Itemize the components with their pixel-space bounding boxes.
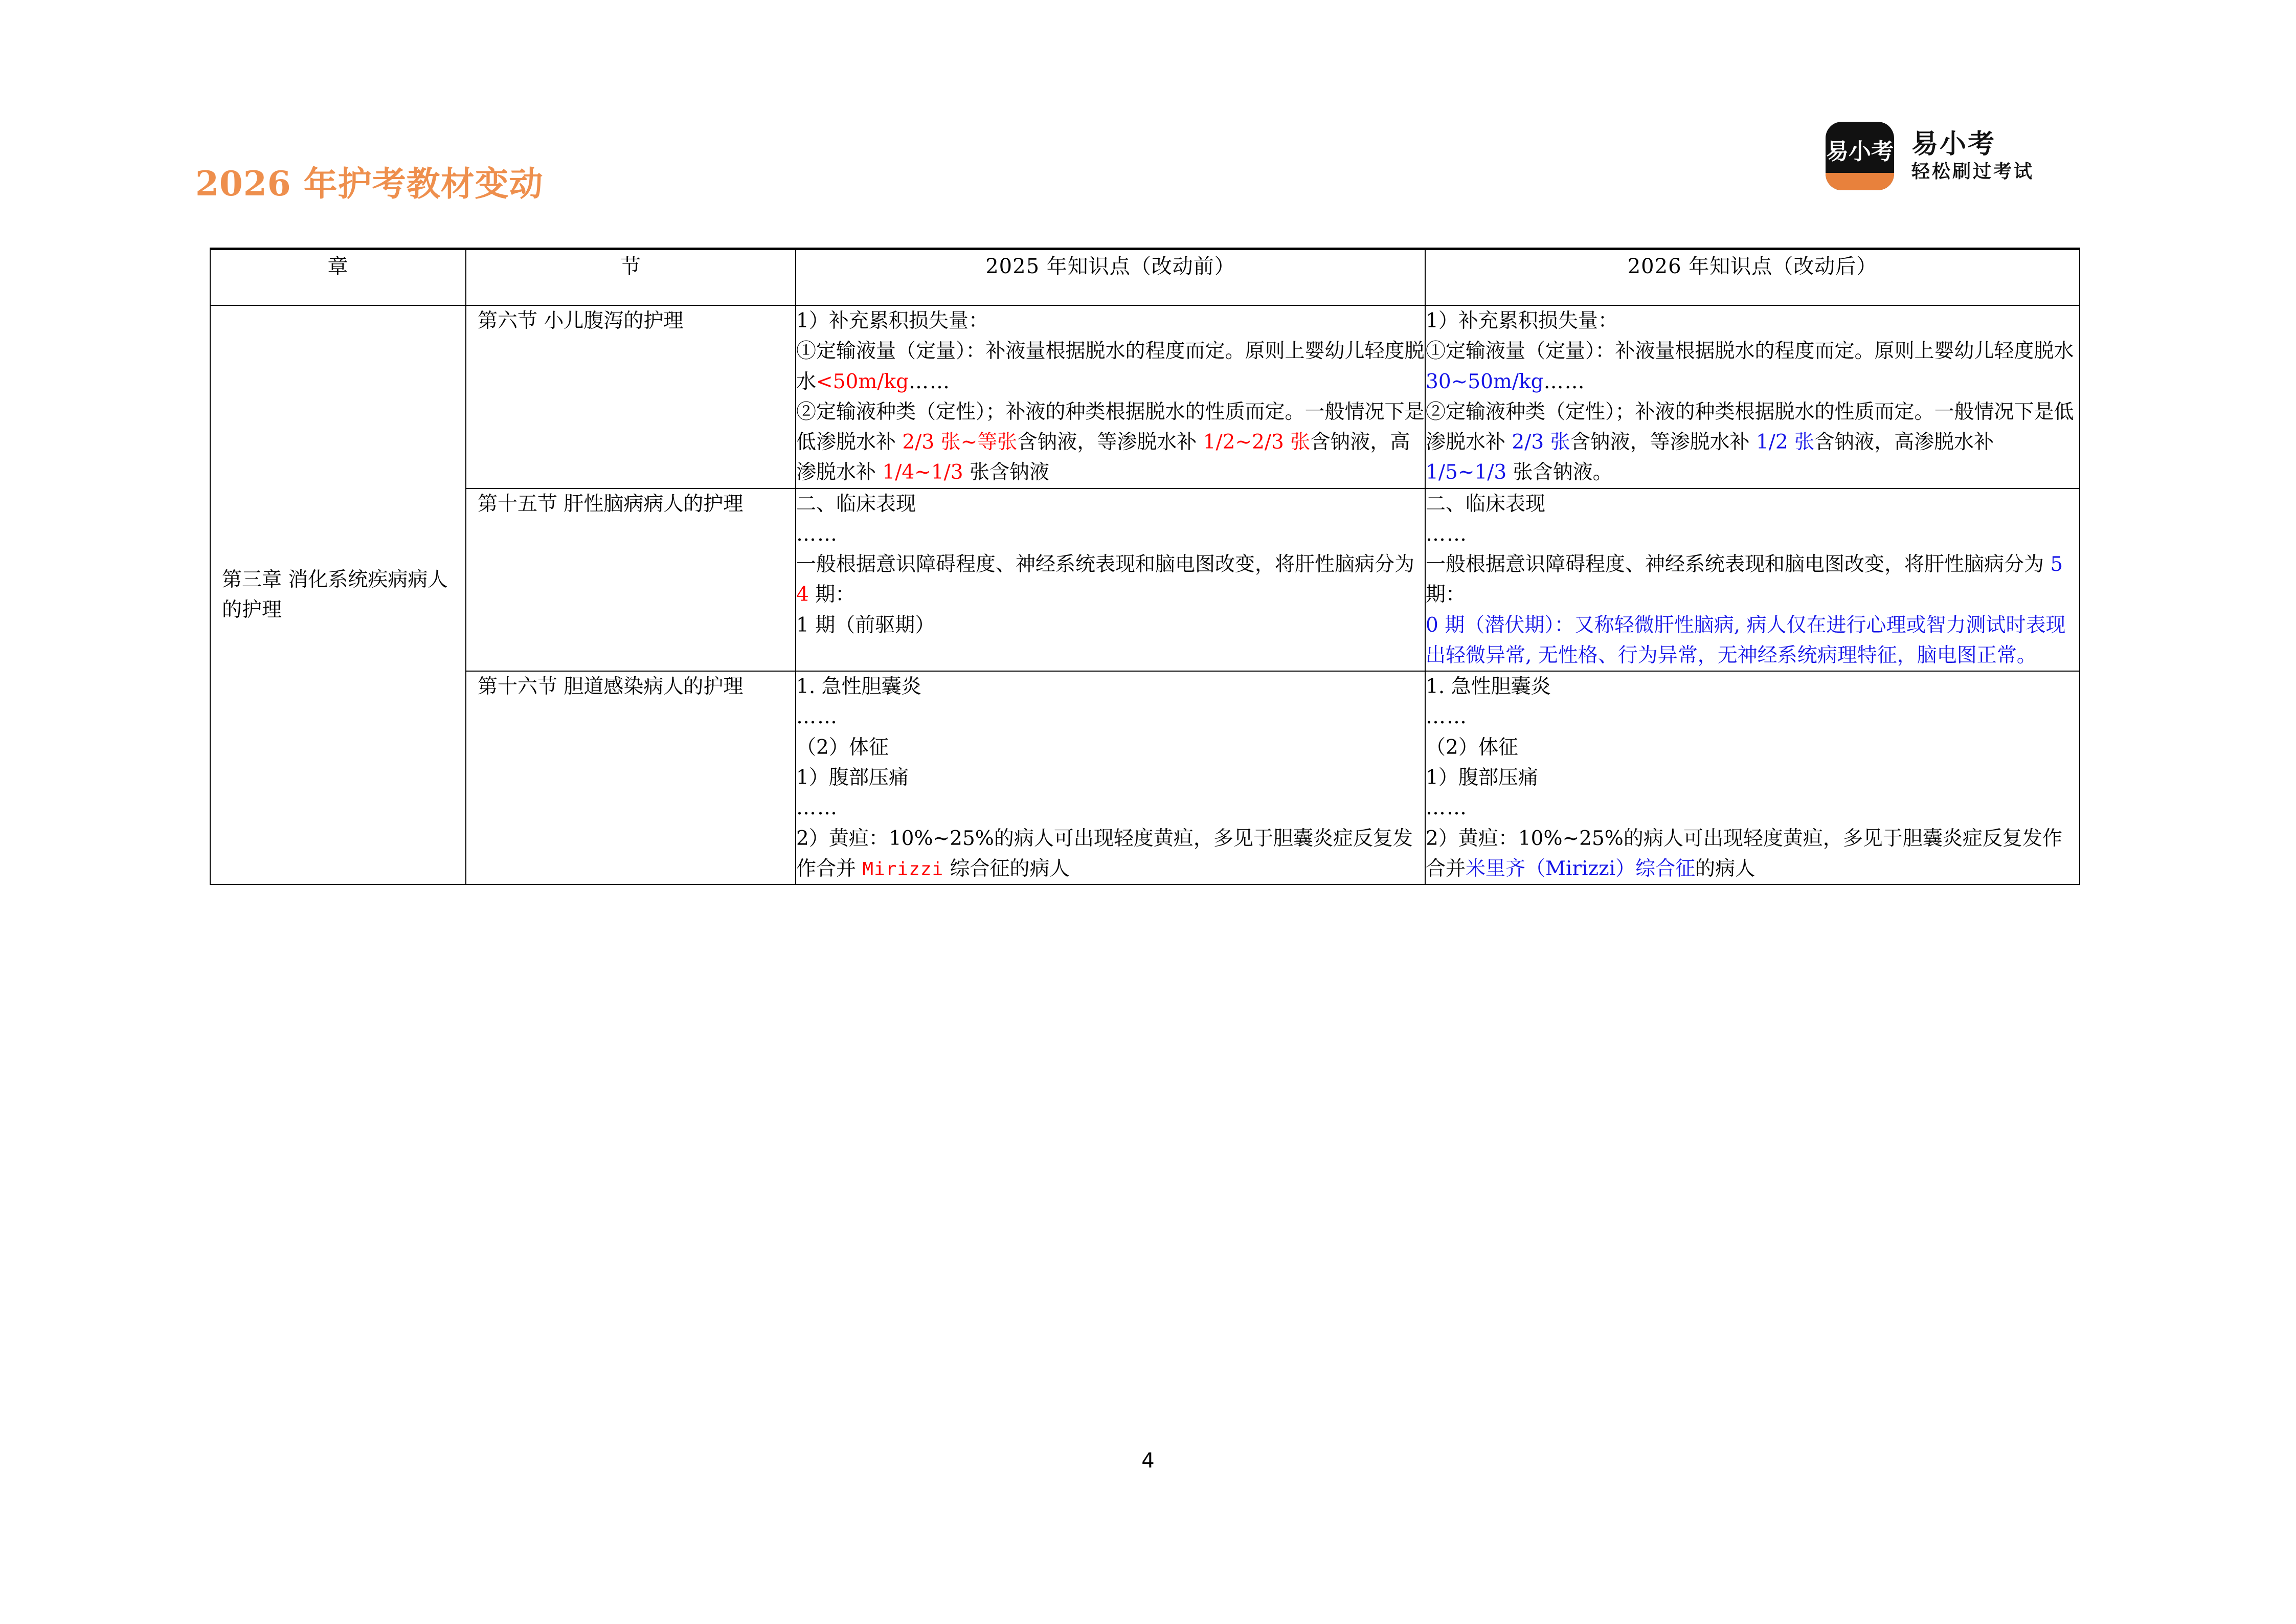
page-number: 4 — [1141, 1449, 1155, 1473]
new-changed-text: 30~50m/kg — [1426, 370, 1544, 393]
old-text: 张含钠液 — [963, 461, 1050, 484]
cell-section: 第十五节 肝性脑病病人的护理 — [466, 488, 796, 672]
old-ellipsis: …… — [796, 522, 838, 546]
new-changed-text: 1/2 张 — [1755, 431, 1815, 454]
cell-old-knowledge — [796, 488, 1425, 672]
new-line: （2）体征 — [1426, 736, 1518, 759]
old-text: 含钠液，等渗脱水补 — [1017, 431, 1203, 454]
new-ellipsis: …… — [1426, 522, 1468, 546]
old-line — [796, 397, 1425, 488]
old-changed-text: 1/4~1/3 — [882, 461, 963, 484]
cell-new-knowledge — [1425, 671, 2080, 884]
old-line: （2）体征 — [796, 736, 889, 759]
old-ellipsis: …… — [796, 705, 838, 729]
old-changed-text: <50m/kg — [816, 370, 909, 393]
old-ellipsis: …… — [796, 796, 838, 820]
brand-wordmark — [1911, 130, 2034, 182]
new-line — [1426, 336, 2079, 397]
table-row — [210, 305, 2080, 488]
old-text: 含钠液，高渗脱水补 — [796, 431, 1410, 484]
new-text: ②定输液种类（定性）；补液的种类根据脱水的性质而定。一般情况下是低渗脱水补 — [1426, 400, 2074, 454]
old-ellipsis: …… — [909, 370, 951, 393]
brand-slogan: 轻松刷过考试 — [1911, 161, 2035, 183]
brand-accent-bar — [1826, 173, 1894, 190]
cell-new-knowledge — [1425, 305, 2080, 488]
textbook-change-table — [210, 248, 2080, 885]
new-changed-text: 5 — [2050, 553, 2063, 576]
old-line: 二、临床表现 — [796, 492, 916, 516]
new-text: ①定输液量（定量）：补液量根据脱水的程度而定。原则上婴幼儿轻度脱水 — [1426, 340, 2074, 363]
new-line: 1. 急性胆囊炎 — [1426, 675, 1551, 699]
new-text: 含钠液，高渗脱水补 — [1814, 431, 1994, 454]
new-line: 二、临床表现 — [1426, 492, 1546, 516]
cell-section: 第十六节 胆道感染病人的护理 — [466, 671, 796, 884]
cell-chapter: 第三章 消化系统疾病病人的护理 — [210, 305, 466, 884]
old-line: 1 期（前驱期） — [796, 613, 935, 637]
cell-old-knowledge — [796, 305, 1425, 488]
table-row — [210, 671, 2080, 884]
new-text: 张含钠液。 — [1506, 461, 1613, 484]
old-line — [796, 336, 1425, 397]
new-text: 一般根据意识障碍程度、神经系统表现和脑电图改变，将肝性脑病分为 — [1426, 553, 2051, 576]
cell-section: 第六节 小儿腹泻的护理 — [466, 305, 796, 488]
old-changed-text: 2/3 张~等张 — [902, 431, 1018, 454]
new-line — [1426, 549, 2079, 610]
new-changed-text: 米里齐（Mirizzi）综合征 — [1466, 857, 1696, 880]
new-text: 的病人 — [1695, 857, 1755, 880]
new-changed-text: 2/3 张 — [1512, 431, 1570, 454]
new-line: 1）补充累积损失量： — [1426, 309, 1618, 332]
page-title: 2026 年护考教材变动 — [195, 164, 544, 204]
brand-app-icon-label: 易小考 — [1826, 139, 1894, 165]
old-text: ②定输液种类（定性）；补液的种类根据脱水的性质而定。一般情况下是低渗脱水补 — [796, 400, 1425, 454]
old-line — [796, 824, 1425, 884]
new-line — [1426, 824, 2079, 884]
table-row — [210, 488, 2080, 672]
old-changed-text: Mirizzi — [862, 858, 944, 880]
page-header — [0, 0, 2296, 240]
column-header-chapter: 章 — [210, 249, 466, 306]
old-text: 期： — [808, 583, 856, 607]
old-line: 1）腹部压痛 — [796, 766, 909, 789]
new-added-paragraph: 0 期（潜伏期）：又称轻微肝性脑病, 病人仅在进行心理或智力测试时表现出轻微异常, 无性格、行为异常，无神经系统病理特征，脑电图正常。 — [1426, 613, 2066, 667]
old-text: 2）黄疸：10%~25%的病人可出现轻度黄疸，多见于胆囊炎症反复发作合并 — [796, 827, 1413, 880]
brand-logo — [1826, 122, 2034, 190]
old-line — [796, 549, 1425, 610]
old-text: ①定输液量（定量）：补液量根据脱水的程度而定。原则上婴幼儿轻度脱水 — [796, 340, 1425, 393]
new-text: 期： — [1426, 583, 1466, 607]
new-ellipsis: …… — [1543, 370, 1586, 393]
old-line: 1. 急性胆囊炎 — [796, 675, 921, 699]
new-ellipsis: …… — [1426, 796, 1468, 820]
new-line: 1）腹部压痛 — [1426, 766, 1538, 789]
old-line: 1）补充累积损失量： — [796, 309, 988, 332]
cell-old-knowledge — [796, 671, 1425, 884]
new-text: 2）黄疸：10%~25%的病人可出现轻度黄疸，多见于胆囊炎症反复发作合并 — [1426, 827, 2062, 880]
table-header-row — [210, 249, 2080, 306]
new-changed-text: 1/5~1/3 — [1426, 461, 1507, 484]
new-text: 含钠液，等渗脱水补 — [1570, 431, 1756, 454]
column-header-new-2026: 2026 年知识点（改动后） — [1425, 249, 2080, 306]
old-changed-text: 1/2~2/3 张 — [1203, 431, 1311, 454]
old-text: 一般根据意识障碍程度、神经系统表现和脑电图改变，将肝性脑病分为 — [796, 553, 1415, 576]
old-text: 综合征的病人 — [943, 857, 1070, 880]
old-changed-text: 4 — [796, 583, 809, 607]
column-header-section: 节 — [466, 249, 796, 306]
new-ellipsis: …… — [1426, 705, 1468, 729]
brand-app-icon — [1826, 122, 1894, 190]
cell-new-knowledge — [1425, 488, 2080, 672]
new-line — [1426, 397, 2079, 488]
brand-name: 易小考 — [1911, 128, 1996, 160]
column-header-old-2025: 2025 年知识点（改动前） — [796, 249, 1425, 306]
